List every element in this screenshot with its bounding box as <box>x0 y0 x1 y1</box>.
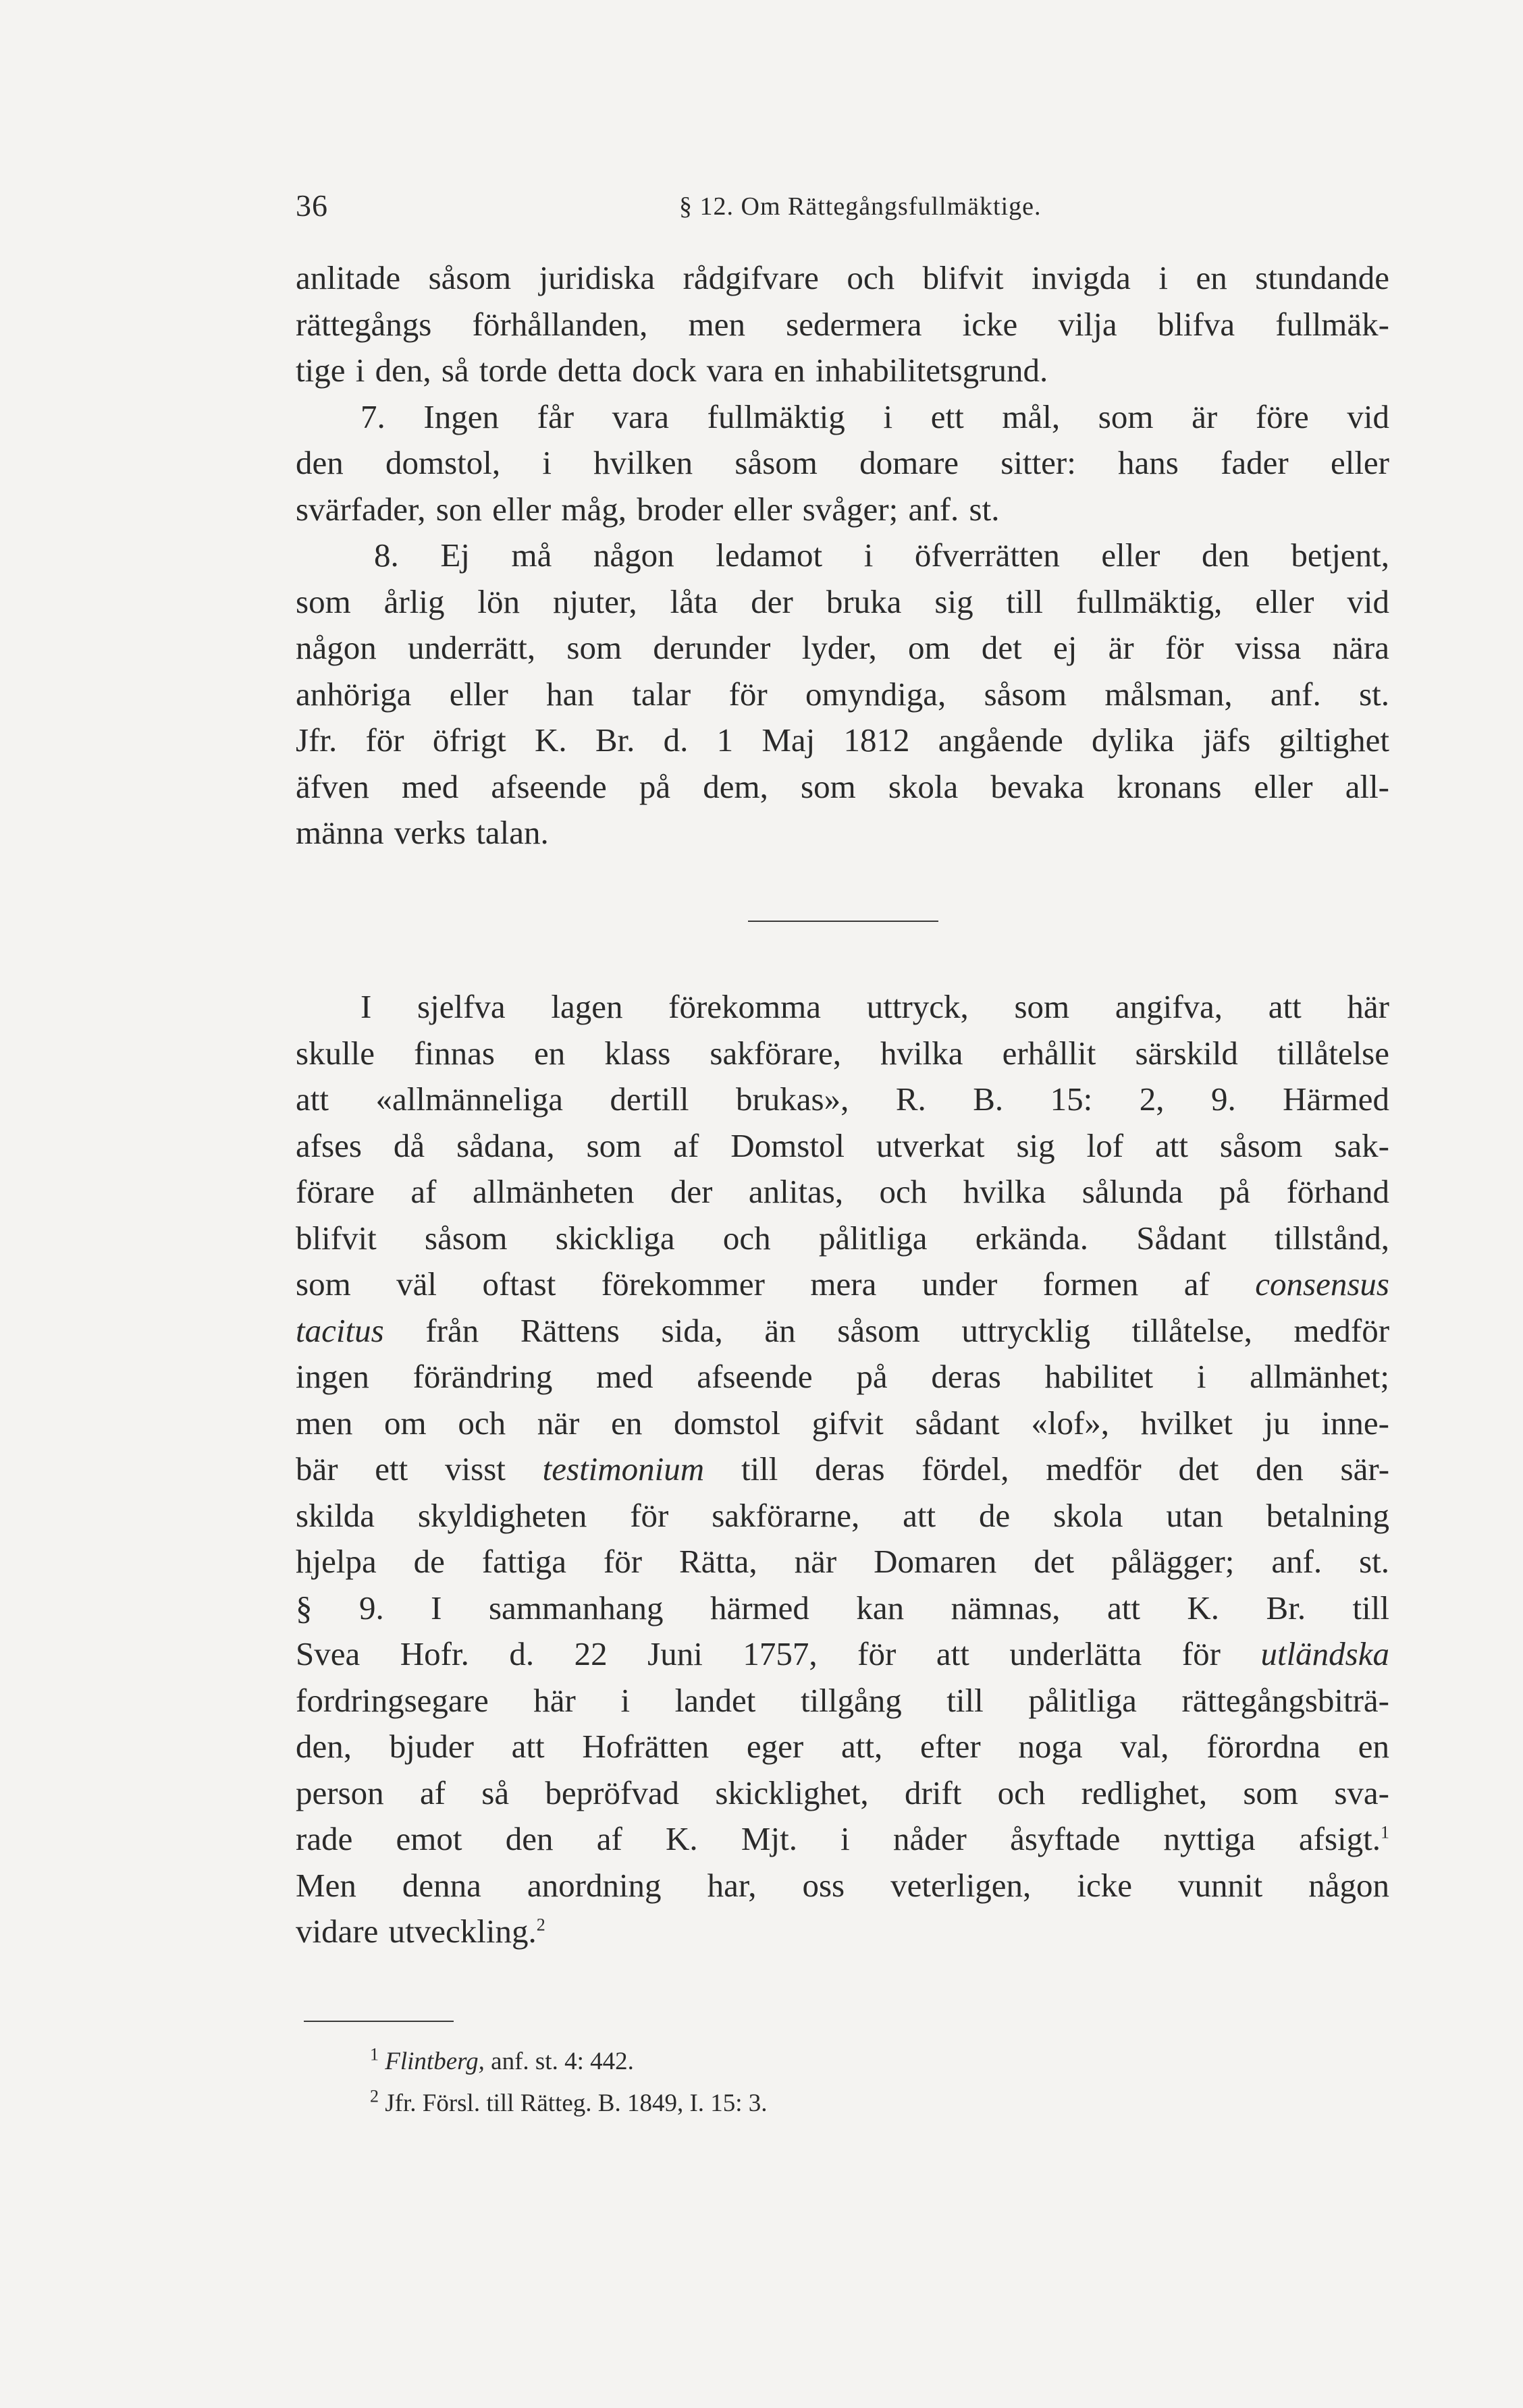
footnote <box>370 2083 1315 2125</box>
footnote-author: Flintberg, <box>385 2048 485 2075</box>
text-line: anlitade såsom juridiska rådgifvare och blifvit invigda i en stundande <box>296 259 1389 296</box>
footnote-reference: 1 <box>1381 1822 1389 1842</box>
text-line: men om och när en domstol gifvit sådant «lof», hvilket ju inne- <box>296 1404 1389 1442</box>
text-line: person af så bepröfvad skicklighet, drift och redlighet, som sva- <box>296 1774 1389 1811</box>
text-line: § 9. I sammanhang härmed kan nämnas, att K. Br. till <box>296 1589 1389 1626</box>
text-line <box>296 1261 1389 1308</box>
running-head: § 12. Om Rättegångsfullmäktige. <box>679 192 1042 221</box>
text-line: Men denna anordning har, oss veterligen, icke vunnit någon <box>296 1866 1389 1904</box>
text-line: äfven med afseende på dem, som skola bevaka kronans eller all- <box>296 767 1389 805</box>
text-block-upper <box>296 255 1389 856</box>
italic-term: testimonium <box>542 1450 705 1487</box>
footnote-text: anf. st. 4: 442. <box>484 2048 634 2075</box>
text-segment: från Rättens sida, än såsom uttrycklig tillåtelse, medför <box>425 1311 1390 1349</box>
footnote <box>370 2041 1315 2083</box>
text-line: afses då sådana, som af Domstol utverkat sig lof att såsom sak- <box>296 1126 1389 1164</box>
section-divider <box>748 921 938 922</box>
text-line: som årlig lön njuter, låta der bruka sig till fullmäktig, eller vid <box>296 582 1389 620</box>
text-line: svärfader, son eller måg, broder eller svåger; anf. st. <box>296 490 1000 528</box>
text-line: 8. Ej må någon ledamot i öfverrätten eller den betjent, <box>374 537 1389 574</box>
footnote-reference: 2 <box>536 1915 545 1935</box>
text-segment: Svea Hofr. d. 22 Juni 1757, för att underlätta för <box>296 1635 1221 1672</box>
text-line: hjelpa de fattiga för Rätta, när Domaren det pålägger; anf. st. <box>296 1543 1389 1580</box>
italic-term: tacitus <box>296 1311 384 1349</box>
italic-term: consensus <box>1255 1265 1389 1303</box>
text-line: skulle finnas en klass sakförare, hvilka erhållit särskild tillåtelse <box>296 1034 1389 1072</box>
text-line: någon underrätt, som derunder lyder, om det ej är för vissa nära <box>296 629 1389 666</box>
text-line: förare af allmänheten der anlitas, och hvilka sålunda på förhand <box>296 1173 1389 1210</box>
text-segment: vidare utveckling. <box>296 1913 537 1950</box>
text-line: den domstol, i hvilken såsom domare sitter: hans fader eller <box>296 444 1389 481</box>
footnote-divider <box>304 2021 454 2022</box>
text-line: skilda skyldigheten för sakförarne, att de skola utan betalning <box>296 1496 1389 1534</box>
footnote-text: Jfr. Försl. till Rätteg. B. 1849, I. 15: 3. <box>385 2089 768 2117</box>
page-number: 36 <box>296 188 328 223</box>
text-line: tige i den, så torde detta dock vara en inhabilitetsgrund. <box>296 352 1048 389</box>
footnote-mark: 2 <box>370 2086 379 2106</box>
italic-term: utländska <box>1260 1635 1389 1672</box>
text-line <box>296 1816 1389 1863</box>
text-line: männa verks talan. <box>296 814 549 851</box>
text-line: rättegångs förhållanden, men sedermera icke vilja blifva fullmäk- <box>296 305 1389 343</box>
text-line: den, bjuder att Hofrätten eger att, efter noga val, förordna en <box>296 1728 1389 1765</box>
text-line: Jfr. för öfrigt K. Br. d. 1 Maj 1812 angående dylika jäfs giltighet <box>296 721 1389 759</box>
text-line: 7. Ingen får vara fullmäktig i ett mål, som är före vid <box>360 398 1389 435</box>
text-line: anhöriga eller han talar för omyndiga, såsom målsman, anf. st. <box>296 675 1389 713</box>
text-block-lower <box>296 984 1389 1955</box>
page-header <box>296 188 1389 228</box>
text-line: blifvit såsom skickliga och pålitliga erkända. Sådant tillstånd, <box>296 1219 1389 1257</box>
text-segment: som väl oftast förekommer mera under formen af <box>296 1265 1210 1303</box>
text-line <box>296 1631 1389 1678</box>
text-line <box>296 1909 1389 1955</box>
text-segment: till deras fördel, medför det den sär- <box>741 1450 1390 1487</box>
text-segment: bär ett visst <box>296 1450 506 1487</box>
text-line <box>296 1446 1389 1493</box>
text-line <box>296 1308 1389 1354</box>
text-line: I sjelfva lagen förekomma uttryck, som angifva, att här <box>360 988 1389 1025</box>
text-line: att «allmänneliga dertill brukas», R. B. 15: 2, 9. Härmed <box>296 1080 1389 1118</box>
text-line: ingen förändring med afseende på deras habilitet i allmänhet; <box>296 1358 1389 1395</box>
text-segment: rade emot den af K. Mjt. i nåder åsyftade nyttiga afsigt. <box>296 1820 1381 1857</box>
footnote-mark: 1 <box>370 2044 379 2064</box>
text-line: fordringsegare här i landet tillgång till pålitliga rättegångsbiträ- <box>296 1681 1389 1719</box>
footnotes <box>370 2041 1315 2125</box>
